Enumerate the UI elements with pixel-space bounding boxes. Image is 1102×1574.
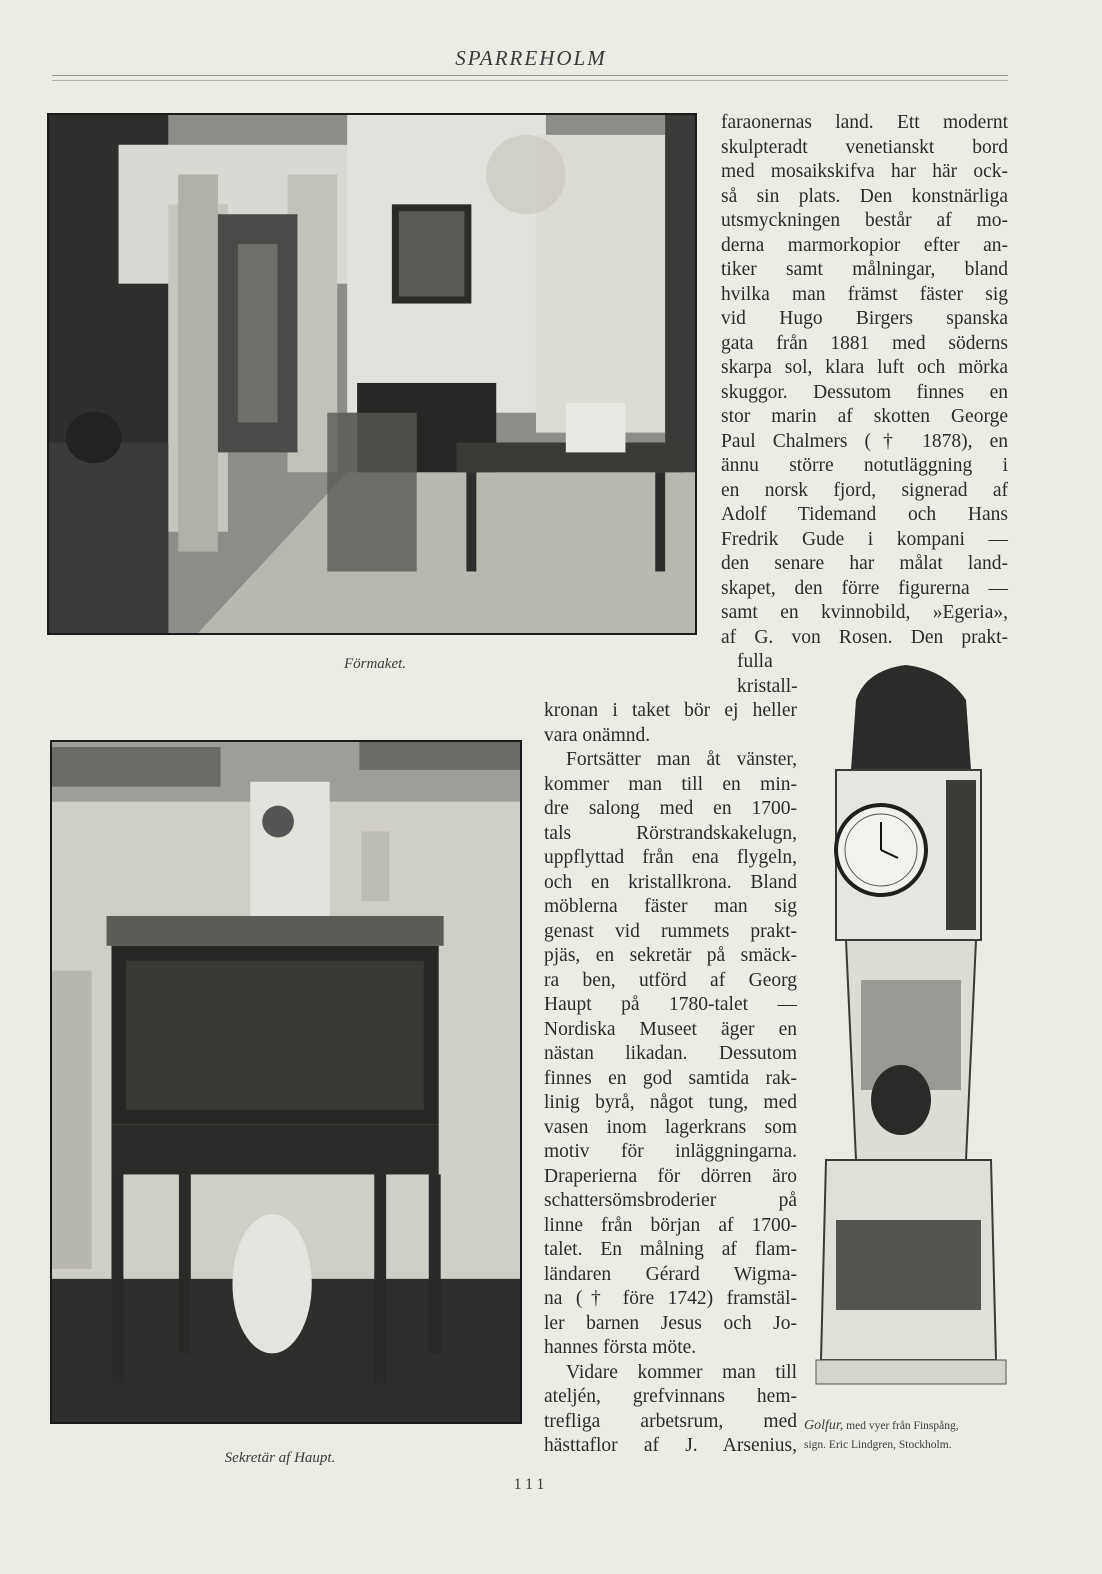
text-line: Fortsätter man åt vänster, xyxy=(566,749,797,770)
text-line: motiv för inläggningarna. xyxy=(544,1141,797,1162)
golfur-caption xyxy=(804,1416,1010,1455)
formaket-caption: Förmaket. xyxy=(343,656,407,672)
text-line: skuggor. Dessutom finnes en xyxy=(721,381,1008,403)
text-line: samt en kvinnobild, »Egeria», xyxy=(721,602,1008,623)
text-line: tals Rörstrandskakelugn, xyxy=(544,822,797,844)
text-line: linig byrå, något tung, med xyxy=(544,1092,797,1113)
text-line: tiker samt målningar, bland xyxy=(721,259,1008,280)
text-line: linne från början af 1700- xyxy=(544,1214,797,1236)
text-line: så sin plats. Den konstnärliga xyxy=(721,185,1008,207)
body-text-top xyxy=(721,111,1008,650)
text-line: nästan likadan. Dessutom xyxy=(544,1043,797,1064)
running-title: SPARREHOLM xyxy=(455,46,607,70)
text-line: faraonernas land. Ett modernt xyxy=(721,112,1008,133)
text-line: na († före 1742) framstäl- xyxy=(544,1288,797,1309)
text-line: af G. von Rosen. Den prakt- xyxy=(721,626,1008,648)
text-line: Nordiska Museet äger en xyxy=(544,1018,797,1040)
text-line: ländaren Gérard Wigma- xyxy=(544,1263,797,1285)
text-line: derna marmorkopior efter an- xyxy=(721,234,1008,256)
text-line: Haupt på 1780-talet — xyxy=(544,994,797,1015)
text-line: fulla xyxy=(737,651,773,672)
text-line: Paul Chalmers († 1878), en xyxy=(721,430,1008,452)
text-line: pjäs, en sekretär på smäck- xyxy=(544,945,797,966)
text-line: möblerna fäster man sig xyxy=(544,896,797,917)
body-text-bottom xyxy=(544,699,797,1459)
text-line: vid Hugo Birgers spanska xyxy=(721,308,1008,329)
sekretar-photo xyxy=(50,740,522,1424)
text-line: hvilka man främst fäster sig xyxy=(721,283,1008,305)
text-line: en norsk fjord, signerad af xyxy=(721,479,1008,501)
header-rule xyxy=(52,75,1008,76)
text-line: vara onämnd. xyxy=(544,724,651,746)
text-line: trefliga arbetsrum, med xyxy=(544,1410,797,1432)
text-line: hannes första möte. xyxy=(544,1337,697,1358)
golfur-photo xyxy=(806,660,1012,1394)
text-line: dre salong med en 1700- xyxy=(544,798,797,819)
formaket-photo xyxy=(47,113,697,635)
text-line: ännu större notutläggning i xyxy=(721,455,1008,476)
text-line: kronan i taket bör ej heller xyxy=(544,700,797,721)
golfur-caption-italic: Golfur, xyxy=(804,1418,844,1433)
page-number: 111 xyxy=(513,1476,549,1493)
golfur-caption-line1: med vyer från Finspång, xyxy=(843,1420,959,1432)
text-line: den senare har målat land- xyxy=(721,553,1008,574)
text-line: hästtaflor af J. Arsenius, xyxy=(544,1435,797,1456)
text-line: skulpteradt venetianskt bord xyxy=(721,136,1008,158)
golfur-caption-line2: sign. Eric Lindgren, Stockholm. xyxy=(804,1439,952,1451)
text-line: genast vid rummets prakt- xyxy=(544,920,797,942)
text-line: ler barnen Jesus och Jo- xyxy=(544,1312,797,1334)
text-line: talet. En målning af flam- xyxy=(544,1239,797,1260)
text-line: kristall- xyxy=(737,675,798,697)
header-rule-thin xyxy=(52,80,1008,81)
text-line: Vidare kommer man till xyxy=(566,1361,797,1383)
text-line: vasen inom lagerkrans som xyxy=(544,1116,797,1138)
text-line: ra ben, utförd af Georg xyxy=(544,969,797,991)
text-line: schattersömsbroderier på xyxy=(544,1190,797,1211)
text-line: ateljén, grefvinnans hem- xyxy=(544,1386,797,1407)
text-line: och en kristallkrona. Bland xyxy=(544,871,797,893)
text-line: stor marin af skotten George xyxy=(721,406,1008,427)
text-line: Adolf Tidemand och Hans xyxy=(721,504,1008,525)
text-line: Draperierna för dörren äro xyxy=(544,1165,797,1187)
text-line: Fredrik Gude i kompani — xyxy=(721,528,1008,550)
text-line: uppflyttad från ena flygeln, xyxy=(544,847,797,868)
text-line: skarpa sol, klara luft och mörka xyxy=(721,357,1008,378)
text-line: med mosaikskifva har här ock- xyxy=(721,161,1008,182)
text-line: finnes en god samtida rak- xyxy=(544,1067,797,1089)
text-line: skapet, den förre figurerna — xyxy=(721,577,1008,599)
text-line: kommer man till en min- xyxy=(544,773,797,795)
body-text-mid xyxy=(737,650,827,699)
sekretar-caption: Sekretär af Haupt. xyxy=(224,1450,336,1466)
text-line: gata från 1881 med söderns xyxy=(721,332,1008,354)
text-line: utsmyckningen består af mo- xyxy=(721,210,1008,231)
